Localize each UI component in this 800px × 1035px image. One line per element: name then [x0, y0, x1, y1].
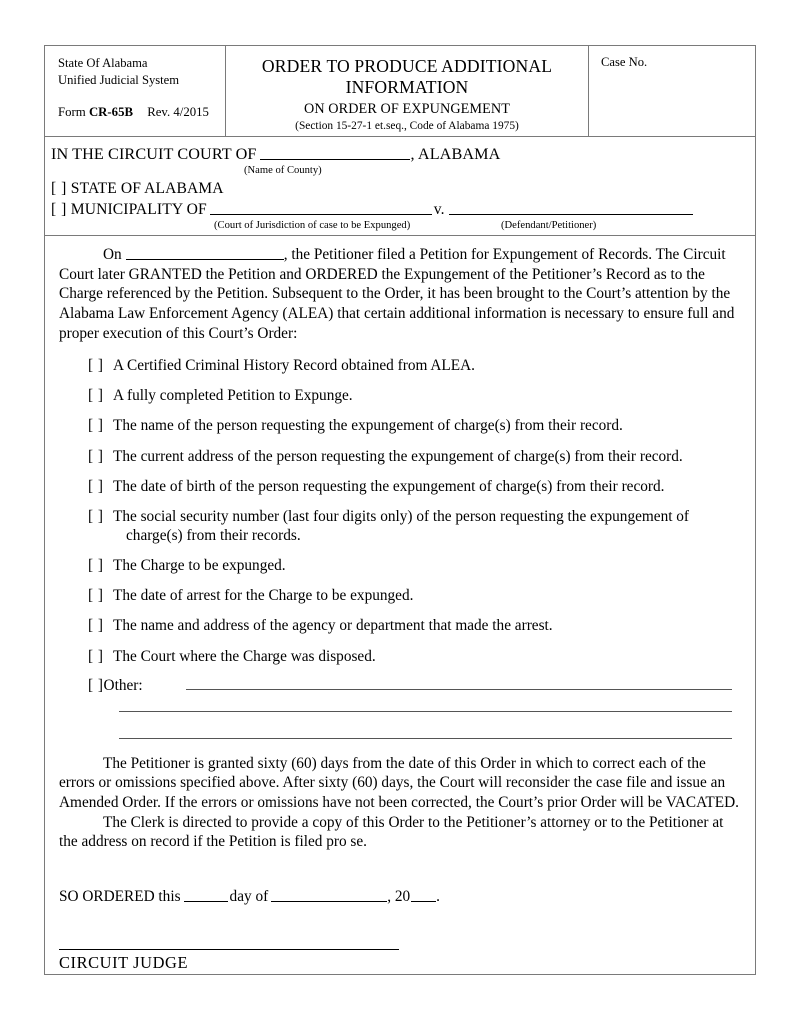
- item-checkbox[interactable]: [ ]: [88, 387, 104, 405]
- caption-row: [51, 220, 755, 234]
- form-title-line2: INFORMATION: [345, 77, 469, 98]
- other-field-line-3[interactable]: [119, 738, 732, 739]
- other-field-line-2[interactable]: [119, 711, 732, 712]
- requirements-checklist: [59, 356, 739, 738]
- form-identifier: [58, 104, 225, 121]
- petition-date-field[interactable]: [126, 259, 284, 260]
- header-title-block: [226, 46, 589, 136]
- statute-citation: (Section 15-27-1 et.seq., Code of Alabama 1975): [295, 119, 519, 132]
- item-checkbox[interactable]: [ ]: [88, 557, 104, 575]
- court-caption-section: [45, 137, 755, 236]
- list-item: [59, 416, 739, 436]
- item-checkbox[interactable]: [ ]: [88, 617, 104, 635]
- form-number: CR-65B: [88, 105, 134, 120]
- intro-on-word: On: [103, 246, 122, 263]
- form-body: [45, 236, 755, 973]
- closing-paragraph-1: The Petitioner is granted sixty (60) days from the date of this Order in which to correct each of the errors or omissions specified above. After sixty (60) days, the Court will reconsider the case file and issue an Amended Order. If the errors or omissions have not been corrected, the Court’s prior Order will be VACATED.: [59, 754, 739, 811]
- item-checkbox[interactable]: [ ]: [88, 587, 104, 605]
- court-suffix-text: , ALABAMA: [410, 145, 501, 163]
- item-label: A fully completed Petition to Expunge.: [113, 387, 353, 405]
- state-checkbox[interactable]: [ ]: [51, 180, 67, 197]
- so-ordered-line: [59, 888, 739, 906]
- item-label: The date of arrest for the Charge to be expunged.: [113, 587, 414, 605]
- item-checkbox[interactable]: [ ]: [88, 507, 104, 525]
- intro-body-text: , the Petitioner filed a Petition for Expungement of Records. The Circuit Court later GRANTED the Petition and ORDERED the Expungement of the Petitioner’s Record as to the Charge referenced by the Petition. Subsequent to the Order, it has been brought to the Court’s attention by the Alabama Law Enforcement Agency (ALEA) that certain additional information is necessary to ensure full and proper execution of this Court’s Order:: [59, 246, 735, 342]
- so-ordered-year-prefix: , 20: [387, 887, 411, 905]
- list-item: [59, 447, 739, 467]
- county-caption: (Name of County): [244, 165, 322, 176]
- item-label: The Charge to be expunged.: [113, 557, 286, 575]
- item-label-line1: The social security number (last four digits only) of the person requesting the expungement of: [113, 507, 690, 525]
- state-option-label: STATE OF ALABAMA: [70, 180, 224, 197]
- list-item: [59, 356, 739, 376]
- jurisdiction-field[interactable]: [210, 214, 432, 215]
- form-word: Form: [58, 105, 86, 120]
- jurisdiction-caption: (Court of Jurisdiction of case to be Expunged): [214, 220, 411, 231]
- item-checkbox[interactable]: [ ]: [88, 477, 104, 495]
- municipality-checkbox[interactable]: [ ]: [51, 201, 67, 218]
- municipality-option-label: MUNICIPALITY OF: [70, 201, 207, 218]
- form-revision: Rev. 4/2015: [147, 105, 209, 120]
- other-checkbox[interactable]: [ ]: [88, 676, 104, 694]
- state-party-row: [51, 180, 755, 198]
- item-label: The current address of the person requesting the expungement of charge(s) from their record.: [113, 447, 683, 465]
- state-name: State Of Alabama: [58, 56, 148, 70]
- defendant-caption: (Defendant/Petitioner): [501, 220, 597, 231]
- item-checkbox[interactable]: [ ]: [88, 647, 104, 665]
- county-name-field[interactable]: [260, 159, 410, 160]
- judge-title-label: CIRCUIT JUDGE: [59, 952, 189, 972]
- so-ordered-prefix: SO ORDERED this: [59, 887, 181, 905]
- item-checkbox[interactable]: [ ]: [88, 447, 104, 465]
- item-label: The name and address of the agency or department that made the arrest.: [113, 617, 553, 635]
- item-label: [113, 507, 739, 546]
- other-label: Other:: [103, 676, 143, 694]
- court-line: [51, 145, 755, 164]
- list-item: [59, 586, 739, 606]
- form-title-line1: ORDER TO PRODUCE ADDITIONAL: [261, 56, 553, 76]
- item-label-line2: charge(s) from their records.: [126, 527, 301, 545]
- defendant-name-field[interactable]: [449, 214, 693, 215]
- form-header: [45, 46, 755, 137]
- item-label: The date of birth of the person requesting the expungement of charge(s) from their record.: [113, 477, 665, 495]
- list-item: [59, 647, 739, 667]
- day-field[interactable]: [184, 901, 228, 902]
- form-page: [44, 45, 756, 975]
- year-field[interactable]: [411, 901, 436, 902]
- case-number-label: Case No.: [601, 55, 648, 69]
- so-ordered-end: .: [436, 887, 440, 905]
- item-checkbox[interactable]: [ ]: [88, 417, 104, 435]
- list-item: [59, 507, 739, 546]
- case-number-cell[interactable]: [589, 46, 755, 136]
- so-ordered-mid: day of: [229, 887, 269, 905]
- header-agency-block: [45, 46, 226, 136]
- closing-section: [59, 754, 739, 852]
- month-field[interactable]: [271, 901, 387, 902]
- other-label-group: [88, 677, 186, 695]
- signature-line[interactable]: [59, 949, 399, 950]
- list-item: [59, 616, 739, 636]
- other-field-line-1[interactable]: [186, 678, 732, 690]
- item-checkbox[interactable]: [ ]: [88, 357, 104, 375]
- signature-block: [59, 949, 739, 973]
- intro-paragraph: [59, 245, 739, 343]
- court-prefix-text: IN THE CIRCUIT COURT OF: [51, 145, 257, 163]
- judicial-system-name: Unified Judicial System: [58, 72, 180, 87]
- other-item-row: [59, 677, 739, 695]
- closing-paragraph-2: The Clerk is directed to provide a copy of this Order to the Petitioner’s attorney or to the Petitioner at the address on record if the Petition is filed pro se.: [59, 813, 724, 851]
- form-subtitle: ON ORDER OF EXPUNGEMENT: [303, 100, 511, 117]
- list-item: [59, 477, 739, 497]
- municipality-party-row: [51, 201, 755, 219]
- list-item: [59, 386, 739, 406]
- versus-text: v.: [433, 201, 445, 218]
- item-label: The Court where the Charge was disposed.: [113, 647, 376, 665]
- item-label: The name of the person requesting the expungement of charge(s) from their record.: [113, 417, 623, 435]
- list-item: [59, 556, 739, 576]
- item-label: A Certified Criminal History Record obtained from ALEA.: [113, 357, 475, 375]
